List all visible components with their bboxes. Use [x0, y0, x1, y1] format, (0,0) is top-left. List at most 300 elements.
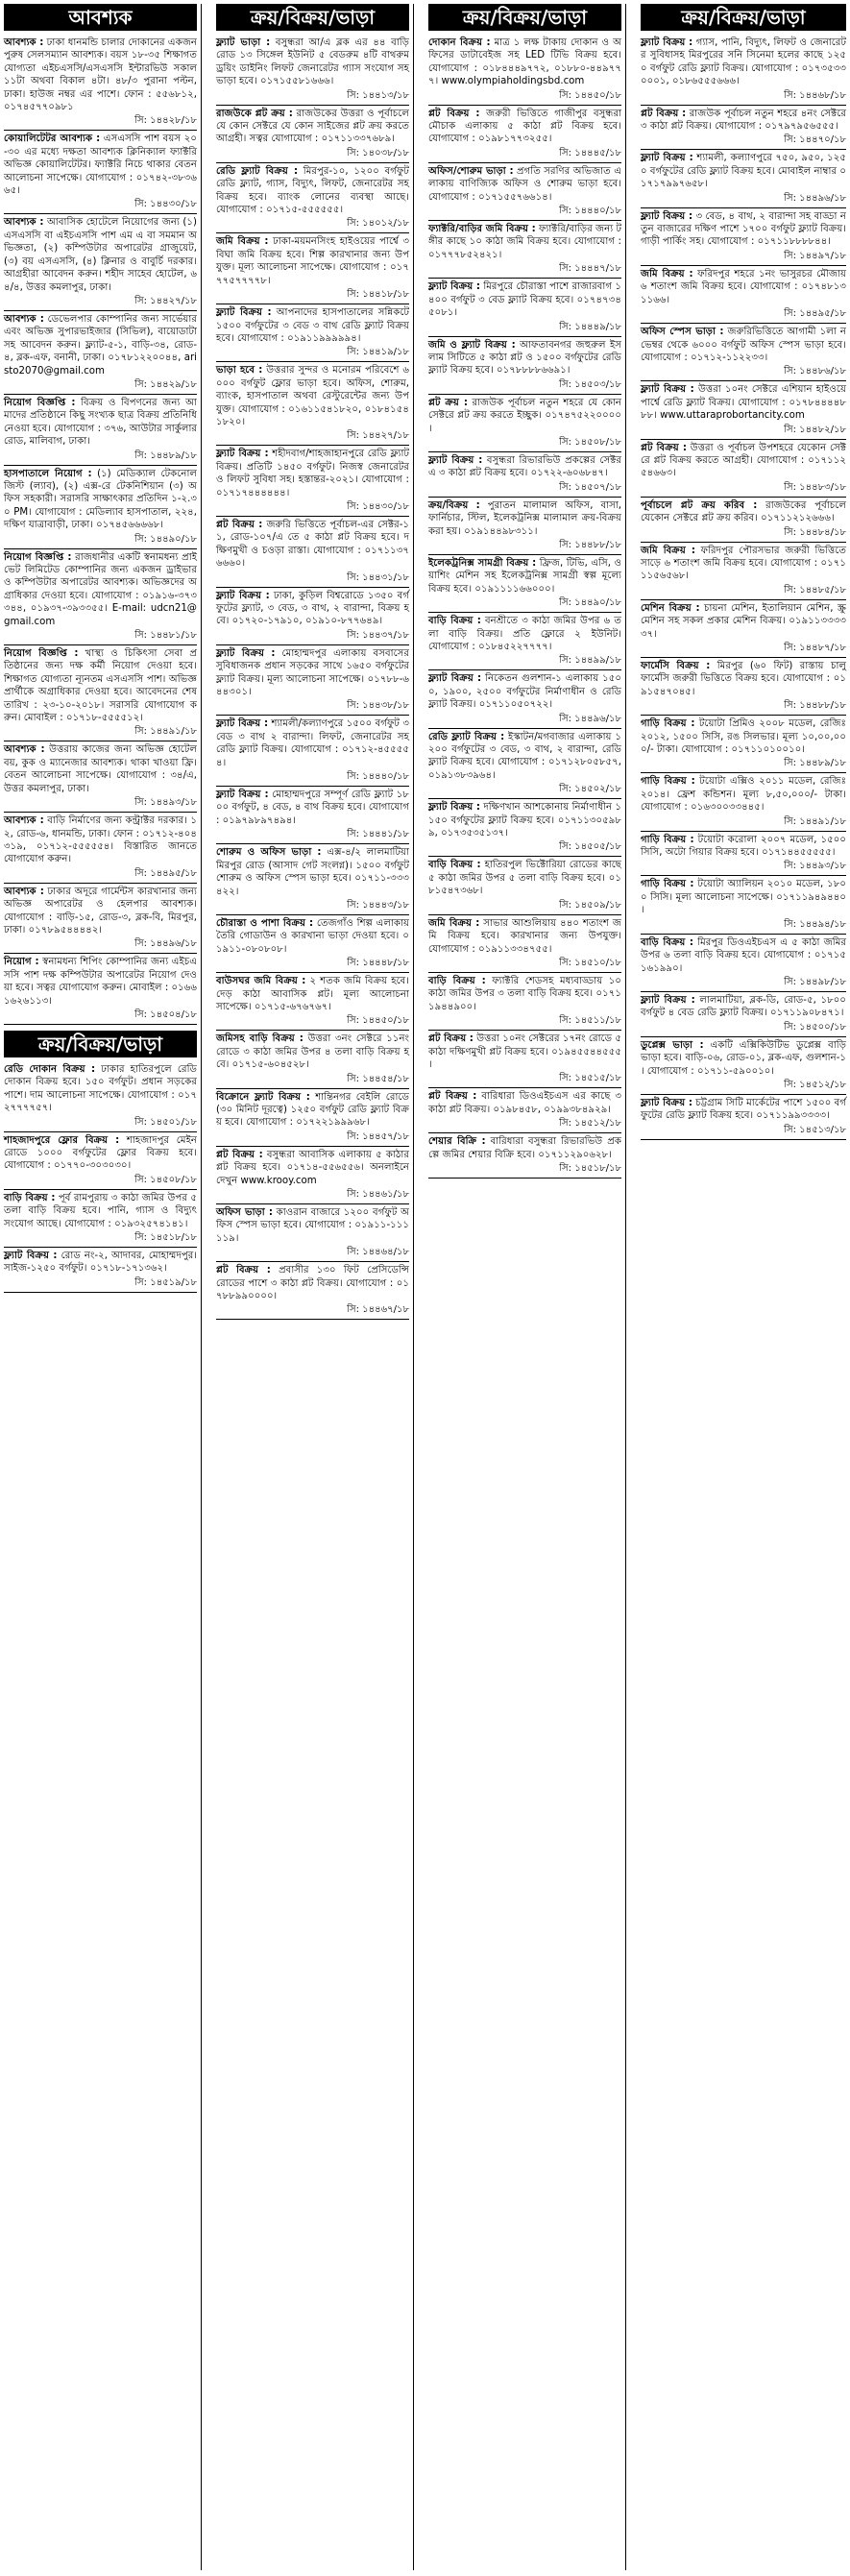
ad-reference-code: সি: ১৪৫০২/১৮	[559, 784, 621, 795]
ad-title: বাড়ি বিক্রয় :	[428, 616, 481, 627]
classified-ad	[641, 716, 846, 757]
ad-title: পূর্বাচলে প্লট ক্রয় করিব :	[641, 499, 758, 511]
ad-title: আবশ্যক :	[4, 37, 44, 48]
ad-divider	[428, 1178, 621, 1179]
ad-title: রেডি ফ্ল্যাট বিক্রয় :	[216, 165, 299, 177]
ad-body: উত্তরার সুন্দর ও মনোরম পরিবেশে ৬০০০ বর্গফুট ফ্লোর ভাড়া হবে। অফিস, শোরুম, ব্যাংক, হাসপাতাল অথবা রেস্টুরেন্টের জন্য উপযুক্ত। যোগাযোগ : ০১৬১১৫৪১৮২০, ০১৮৪১৫৪১৮২০।	[216, 365, 409, 427]
ad-body: মোহাম্মদপুর এলাকায় বসবাসের সুবিধাজনক প্রধান সড়কের সাথে ১৬৫০ বর্গফুটের ফ্ল্যাট বিক্রয়। মূল্য আলোচনা সাপেক্ষে। ০১৭৮৮-৬৪৪৩০১।	[216, 647, 410, 698]
ad-body: আফতাবনগর জহুরুল ইসলাম সিটিতে ৫ কাঠা প্লট ও ১৫০০ বর্গফুটের রেডি ফ্ল্যাট বিক্রয় হবে। ০১৭৮৮৮৮৬৬৯১।	[428, 339, 621, 377]
ad-title: প্লট বিক্রয় :	[428, 1091, 477, 1103]
classified-ad	[641, 992, 846, 1021]
classified-ad	[641, 1037, 846, 1079]
ad-reference-code: সি: ১৪৪৩৮/১৮	[347, 700, 409, 712]
ad-reference-code: সি: ১৪৪৮৩/১৮	[784, 481, 846, 493]
ad-body: শ্যামলী, কল্যাণপুরে ৭৫০, ৯৫০, ১২৫০ বর্গফুটের রেডি ফ্ল্যাট বিক্রয় হবে। মোবাইল নাম্বার ০১৭১৭৯৯৭৬৫৮।	[641, 153, 846, 190]
ad-body: বসুন্ধরা আ/এ ব্লক এর ৪৪ বাড়ি রোড ১৩ সিঙ্গেল ইউনিট ৫ বেডরুম ৪টি বাথরুম ড্রয়িং ডাইনিং লিফট জেনারেটর গ্যাস সংযোগ সহ ভাড়া হবে। ০১৭১৫৫৮১৬৬৬।	[216, 37, 409, 87]
ad-reference-code: সি: ১৪৪৯৩/১৮	[134, 797, 197, 809]
ad-title: ফ্ল্যাট বিক্রয় :	[641, 1097, 692, 1108]
ad-body: জরুরি ভিত্তিতে পূর্বাচল-এর সেক্টর-১১, রোড-১০৭/এ তে ৫ কাঠা প্লট বিক্রয় হবে। দক্ষিণমুখী ও চওড়া রাস্তা। যোগাযোগ : ০১৭১১৩৭৬৬৬০।	[216, 519, 410, 570]
ad-reference-code: সি: ১৪৪৪০/১৮	[347, 771, 409, 783]
ad-reference-code: সি: ১৪৪৯৮/১৮	[784, 976, 846, 987]
ad-body: পূর্ব রামপুরায় ৩ কাঠা জমির উপর ৫ তলা বাড়ি বিক্রয় হবে। পানি, গ্যাস ও বিদ্যুৎ সংযোগ আছে। যোগাযোগ : ০১৯৩২৫৭৪১৪১।	[4, 1192, 197, 1229]
ad-reference-code: সি: ১৪৫০০/১৮	[784, 1021, 846, 1033]
ad-body: কাওরান বাজারে ১২০০ বর্গফুট অফিস স্পেস ভাড়া হবে। যোগাযোগ : ০১৯১১-১১১১১৯।	[216, 1207, 409, 1244]
ad-title: শাহজাদপুরে ফ্লোর বিক্রয় :	[4, 1134, 120, 1146]
ad-body: নিকেতন গুলশান-১ এলাকায় ১৫০০, ১৯০০, ২৫০০ বর্গফুটের নির্মাণাধীন ও রেডি ফ্ল্যাট বিক্রয়। ০১৭১১০৫০৭২২।	[428, 673, 622, 711]
ad-reference-code: সি: ১৪৪৬৪/১৮	[347, 1247, 409, 1258]
ad-reference-code: সি: ১৪৪৮৪/১৮	[784, 526, 846, 538]
classified-ad	[641, 1095, 846, 1124]
classified-ad	[428, 729, 621, 784]
ad-body: বিক্রয় ও বিপণনের জন্য আমাদের প্রতিষ্ঠানে কিছু সংখ্যক ছাত্র বিক্রয় প্রতিনিধি নেওয়া হবে। যোগাযোগ : ৩৭৬, আউটার সার্কুলার রোড, মালিবাগ, ঢাকা।	[4, 397, 197, 448]
ad-reference-code: সি: ১৪০৩৮/১৮	[347, 147, 409, 158]
ad-reference-code: সি: ১৪৫১২/১৮	[784, 1079, 846, 1090]
ad-title: বাড়ি বিক্রয় :	[428, 975, 486, 986]
classified-ad	[428, 799, 621, 840]
ad-reference-code: সি: ১৪৪৮৯/১৮	[784, 758, 846, 769]
ad-reference-code: সি: ১৪৪৭০/১৮	[784, 134, 846, 146]
ad-body: পুরাতন মালামাল অফিস, বাসা, ফার্নিচার, স্টিল, ইলেকট্রনিক্স মালামাল ক্রয়-বিক্রয় করা হয়। ০১৯১৪৪৯৮৩১১।	[428, 499, 622, 537]
ad-title: বিক্রোনে ফ্ল্যাট বিক্রয় :	[216, 1091, 310, 1103]
ad-title: নিয়োগ বিজ্ঞপ্তি :	[4, 648, 79, 660]
classified-ad	[216, 233, 409, 288]
ad-body: উত্তরা ১০নং সেক্টরে এশিয়ান হাইওয়ে পার্শ্বে রেডি ফ্ল্যাট বিক্রয়। যোগাযোগ : ০১৭৮৪৪৪৪৮৮৮। www.uttaraprobortancity.com	[641, 384, 846, 422]
ad-reference-code: সি: ১৪৫১৮/১৮	[559, 1162, 621, 1174]
ad-reference-code: সি: ১৪৪১৯/১৮	[347, 347, 409, 358]
ad-title: অফিস স্পেস ভাড়া :	[641, 327, 724, 338]
ad-body: শাহজাদপুর মেইন রোডে ১০০০ বর্গফুটের ফ্লোর বিক্রয় হবে। যোগাযোগ : ০১৭৭০-৩০৩০৩০।	[4, 1134, 197, 1172]
classified-ad	[641, 440, 846, 481]
ad-title: প্লট বিক্রয় :	[641, 108, 687, 119]
classified-ad	[428, 555, 621, 596]
classified-ad	[641, 381, 846, 423]
ad-reference-code: সি: ১৪৪৬৮/১৮	[784, 89, 846, 101]
ad-body: মিরপুর (৬০ ফিট) রাস্তায় চালু ফার্মেসি জরুরী ভিত্তিতে বিক্রয় হবে। যোগাযোগ : ০১৯১৫৪৭০৪৫।	[641, 661, 846, 697]
ad-body: রাজধানীর একটি স্বনামধন্য প্রাইভেট লিমিটেড কোম্পানির জন্য একজন ড্রাইভার ও কম্পিউটার অপারেটর আবশ্যক। অভিজ্ঞদের অগ্রাধিকার দেওয়া হবে। যোগাযোগ : ০১৯১৬-৩৭৩৩৪৪, ০১৯৩৭-৩৯৩৩৫৫। E-mail: udcn21@gmail.com	[4, 551, 197, 627]
classified-ad	[641, 935, 846, 976]
ad-title: ফ্ল্যাট ভাড়া :	[216, 37, 271, 48]
ad-title: বাউসঘর জমি বিক্রয় :	[216, 976, 306, 987]
classified-ad	[641, 324, 846, 365]
ad-title: আবশ্যক :	[4, 886, 44, 897]
ad-title: প্লট বিক্রয় :	[216, 1265, 271, 1276]
classified-ad	[4, 131, 197, 198]
classified-ad	[4, 214, 197, 294]
classified-ad	[428, 1088, 621, 1117]
ad-reference-code: সি: ১৪৪৪৫/১৮	[559, 147, 621, 158]
ad-reference-code: সি: ১৪৪৮৭/১৮	[784, 643, 846, 653]
ad-body: সাভার আশুলিয়ায় ৪৪০ শতাংশ জমি বিক্রয় হবে। কারখানার জন্য উপযুক্ত। যোগাযোগ : ০১৯১১৩৩৪৭৫৫।	[428, 917, 621, 955]
ad-title: ফ্ল্যাট বিক্রয় :	[641, 210, 693, 222]
ad-title: ফ্ল্যাট বিক্রয় :	[428, 281, 480, 293]
classified-ad	[4, 813, 197, 867]
ad-body: (১) মেডিক্যাল টেকনোলজিস্ট (ল্যাব), (২) এক্স-রে টেকনিশিয়ান (৩) অফিস সহকারী। সরাসরি সাক্ষাৎকার প্রতিদিন ১-২.৩০ PM। যোগাযোগ : মেডিল্যাব হাসপাতাল, ২২৪, দক্ষিণ যাত্রাবাড়ী, ঢাকা। ০১৭৪৫৬৬৬৬৮।	[4, 468, 197, 531]
ad-body: ৩ বেড, ৪ বাথ, ২ বারান্দা সহ বাড্ডা নতুন বাজারের দক্ষিণ পাশে ১৭০০ বর্গফুট ফ্ল্যাট বিক্রয়। গাড়ী পার্কিং সহ। যোগাযোগ : ০১৭১১৮৮৮৮৪৪।	[641, 210, 846, 248]
classified-ad	[4, 884, 197, 938]
ad-body: দক্ষিণখান আশকোনায় নির্মাণাধীন ১১৫০ বর্গফুটের ফ্ল্যাট বিক্রয় হবে। ০১৭১১৩০৫৯৮৯, ০১৭৩৫৩৫১৩৭।	[428, 802, 621, 839]
classified-ad	[216, 588, 409, 629]
ad-title: ফ্ল্যাট বিক্রয় :	[641, 153, 693, 164]
ad-body: ঢাকার অদূরে গার্মেন্টস কারখানার জন্য অভিজ্ঞ অপারেটর ও হেলপার আবশ্যক। যোগাযোগ : বাড়ি-১৫, রোড-৩, ব্লক-বি, মিরপুর, ঢাকা। ০১৭৮৯৫৪৪৪৪২।	[4, 886, 197, 936]
classified-ad	[4, 35, 197, 114]
classified-ad	[428, 221, 621, 262]
ad-reference-code: সি: ১৪৪৯৫/১৮	[134, 867, 197, 879]
classified-ad	[641, 498, 846, 526]
ad-title: জমি বিক্রয় :	[641, 268, 693, 279]
ad-body: ২ শতক জমি বিক্রয় হবে। দেড় কাঠা আবাসিক প্লট। মূল্য আলোচনা সাপেক্ষে। ০১৭১৫-৬৭৬৭৬৭।	[216, 976, 409, 1012]
ad-reference-code: সি: ১৪৫০৩/১৮	[559, 378, 621, 390]
classified-ad	[428, 279, 621, 320]
ad-title: ইলেকট্রনিক্স সামগ্রী বিক্রয় :	[428, 557, 537, 569]
ad-reference-code: সি: ১৪৫০৭/১৮	[559, 481, 621, 493]
ad-title: ফ্ল্যাট বিক্রয় :	[216, 718, 269, 730]
ad-reference-code: সি: ১৪৪৪৭/১৮	[559, 263, 621, 275]
ad-body: বসুন্ধরা আবাসিক এলাকায় ৫ কাঠার প্লট বিক্রয় হবে। ০১৭১৪-৫৫৬৫৫৬। অনলাইনে দেখুন www.krooy.com	[216, 1149, 409, 1186]
ad-title: ফ্ল্যাট বিক্রয় :	[641, 994, 695, 1006]
ad-title: জমি বিক্রয় :	[641, 545, 695, 556]
classified-ad	[641, 543, 846, 584]
ad-title: আবশ্যক :	[4, 815, 44, 827]
classified-ad	[216, 1204, 409, 1246]
classified-ad	[428, 452, 621, 481]
ad-title: দোকান বিক্রয় :	[428, 37, 491, 48]
ad-reference-code: সি: ১৪৪৯৬/১৮	[559, 713, 621, 724]
ad-reference-code: সি: ১৪৪৮৮/১৮	[784, 700, 846, 712]
ad-body: প্রবাসীর ১৩০ ফিট প্রেসিডেন্সি রোডের পাশে ৩ কাঠা প্লট বিক্রয়। যোগাযোগ : ০১৭৮৮৯৯০০০০।	[216, 1265, 409, 1302]
ad-body: রাজউকের পূর্বাচলে যেকোন সেক্টরে প্লট ক্রয় করিব। ০১৭১১২১২৬৬৬।	[641, 499, 846, 524]
ad-body: চায়না মেশিন, ইতালিয়ান মেশিন, স্ক্রু মেশিন সহ সকল প্রকার মেশিন বিক্রয়। ০১৯১১৩৩৩৩৩৭।	[641, 602, 846, 640]
classified-ad	[428, 1031, 621, 1072]
ad-body: মিরপুরে চৌরাস্তা পাশে রাজারবাগ ১৪০০ বর্গফুট ৩ বেড ফ্ল্যাট বিক্রয় হবে। ০১৭৪৭৩৪৫০৮১।	[428, 281, 621, 319]
ad-title: ফ্ল্যাট বিক্রয় :	[216, 449, 269, 460]
ad-body: শ্যামলী/কল্যাণপুরে ১৫০০ বর্গফুট ৩ বেড ৩ বাথ ২ বারান্দা। লিফট, জেনারেটর সহ রেডি ফ্ল্যাট বিক্রয়। যোগাযোগ : ০১৭১২-৪৫৫৫৫৪।	[216, 718, 409, 768]
ad-body: ঢাকা, কুড়িল বিশ্বরোডে ১৩৫০ বর্গফুটের ফ্ল্যাট, ৩ বেড, ৩ বাথ, ২ বারান্দা, বিক্রয় হবে। ০১৭২০-১৭৯১০, ০১৯১০-৮৭৭৬৪৯।	[216, 590, 409, 627]
classified-ad	[428, 395, 621, 436]
classified-ad	[641, 658, 846, 699]
ad-reference-code: সি: ১৪৪৮৬/১৮	[784, 366, 846, 377]
ad-body: প্রগতি সরণির অভিজাত এলাকায় বাণিজ্যিক অফিস ও শোরুম ভাড়া হবে। যোগাযোগ : ০১৭১৫৫৭৬৬১৪।	[428, 165, 621, 203]
classified-ad	[428, 1133, 621, 1162]
ad-reference-code: সি: ১৪৫০১/১৮	[134, 1116, 197, 1128]
ad-title: ফ্ল্যাট বিক্রয় :	[216, 647, 276, 659]
ad-reference-code: সি: ১৪৫০৫/১৮	[559, 841, 621, 853]
ad-title: কোয়ালিটেটর আবশ্যক :	[4, 134, 101, 145]
ad-title: অফিস/শোরুম ভাড়া :	[428, 165, 514, 177]
ad-title: ফ্ল্যাট বিক্রয় :	[216, 790, 269, 801]
ad-body: মাত্র ১ লক্ষ টাকায় দোকান ও অফিসের ডাটাবেইজ সহ LED টিভি বিক্রয় হবে। যোগাযোগ : ০১৮৪৪৪৯৭৭২, ০১৮৮০-৪৪৯৭৭৭। www.olympiaholdingsbd.com	[428, 37, 621, 87]
ad-reference-code: সি: ১৪৪৪৩/১৮	[347, 899, 409, 911]
ad-title: ফ্ল্যাট বিক্রয় :	[428, 802, 480, 814]
ad-reference-code: সি: ১৪৪১৮/১৮	[347, 289, 409, 301]
ad-body: উত্তরা ও পূর্বাচল উপশহরে যেকোন সেক্টরে প্লট বিক্রয় করতে আগ্রহী। যোগাযোগ : ০১৭১১২৫৪৬৬৩।	[641, 442, 846, 479]
column-2	[212, 4, 414, 2570]
ad-title: বাড়ি বিক্রয় :	[4, 1192, 56, 1203]
ad-body: ঢাকা-ময়মনসিংহ হাইওয়ের পার্শ্বে ৩ বিঘা জমি বিক্রয় হবে। শিল্প কারখানার জন্য উপযুক্ত। মূল্য আলোচনা সাপেক্ষে। যোগাযোগ : ০১৭৭৭৫৭৭৭৭৮।	[216, 236, 409, 286]
classified-ad	[216, 35, 409, 89]
column-4	[637, 4, 850, 2570]
classified-ad	[428, 613, 621, 654]
ad-reference-code: সি: ১৪৪৯৬/১৮	[784, 192, 846, 204]
ad-body: রোড নং-২, আদাবর, মোহাম্মদপুর। সাইজ-১২৫০ বর্গফুট। ০১৭১৮-১৭১৩৬২।	[4, 1251, 197, 1275]
ad-title: রেডি ফ্ল্যাট বিক্রয় :	[428, 731, 505, 742]
ad-body: শহীদবাগ/শাহজাহানপুরে রেডি ফ্ল্যাট বিক্রয়। প্রতিটি ১৪৫০ বর্গফুট। নিজস্ব জেনারেটর ও লিফট সুবিধা সহ। হস্তান্তর-২০২১। যোগাযোগ : ০১৭১৭৪৪৪৪৪৪।	[216, 449, 409, 498]
ad-title: নিয়োগ বিজ্ঞপ্তি :	[4, 551, 72, 563]
classified-ad	[641, 600, 846, 642]
section-heading: ক্রয়/বিক্রয়/ভাড়া	[428, 4, 621, 31]
ad-title: অফিস ভাড়া :	[216, 1207, 273, 1218]
classified-ad	[641, 35, 846, 89]
ad-title: গাড়ি বিক্রয় :	[641, 879, 694, 890]
ad-reference-code: সি: ১৪৪৪৮/১৮	[347, 958, 409, 969]
ad-reference-code: সি: ১৪৪৯০/১৮	[559, 597, 621, 609]
ad-body: রাজউকের উত্তরা ও পূর্বাচলে যে কোন সেক্টরে যে কোন সাইজের প্লট ক্রয় করতে আগ্রহী। সত্বর যোগাযোগ : ০১৭১১৩৩৭৬৮৯।	[216, 108, 409, 145]
ad-body: শান্তিনগর বেইলি রোডে (৩০ মিনিট দূরত্বে) ১২৫০ বর্গফুট রেডি ফ্ল্যাট বিক্রয় হবে। যোগাযোগ : ০১৭২২১৯৯৯৬৮।	[216, 1091, 409, 1129]
classified-ad	[428, 35, 621, 89]
ad-body: ফরিদপুর শহরে ১নং ভাসুরচর মৌজায় ৬ শতাংশ জমি বিক্রয় হবে। যোগাযোগ : ০১৭৪৮১৩১১৬৬।	[641, 268, 846, 305]
ad-body: বাড়ি নির্মাণের জন্য কন্ট্রাক্টর দরকার। ১২, রোড-৬, ধানমন্ডি, ঢাকা। ফোন : ০১৭১২-৪০৪৩১৯, ০১৭১২-৫৫৫৫৫৪। বিস্তারিত জানতে যোগাযোগ করুন।	[4, 815, 197, 865]
ad-title: বাড়ি বিক্রয় :	[428, 860, 481, 871]
ad-reference-code: সি: ১৪৪১৩/১৮	[347, 89, 409, 101]
section-heading: ক্রয়/বিক্রয়/ভাড়া	[4, 1031, 197, 1057]
ad-title: ফ্ল্যাট বিক্রয় :	[641, 384, 694, 396]
ad-reference-code: সি: ১৪৪৯১/১৮	[784, 815, 846, 827]
ad-title: প্লট ক্রয় :	[428, 397, 468, 408]
ad-body: ফরিদপুর পৌরসভার জরুরী ভিত্তিতে সাড়ে ৬ শতাংশ জমি বিক্রয় হবে। যোগাযোগ : ০১৭১১১৫৬৫৬৮।	[641, 545, 846, 582]
classified-ad	[428, 857, 621, 898]
classified-ad	[216, 362, 409, 429]
ad-body: রাজউক পূর্বাচল নতুন শহরে ৪নং সেক্টরে ৩ কাঠা প্লট বিক্রয়। যোগাযোগ : ০১৭৯৭৯৫৬৫৫৫।	[641, 108, 846, 133]
ad-title: জমি বিক্রয় :	[216, 236, 269, 248]
classified-ad	[428, 337, 621, 378]
ad-reference-code: সি: ১৪৫০৯/১৮	[559, 899, 621, 911]
classified-ad	[428, 670, 621, 712]
classified-ad	[4, 311, 197, 378]
classified-ad	[216, 1147, 409, 1188]
section-heading: ক্রয়/বিক্রয়/ভাড়া	[641, 4, 846, 31]
ad-title: গাড়ি বিক্রয় :	[641, 718, 695, 730]
ad-body: ঢাকার হাতিরপুলে রেডি দোকান বিক্রয় হবে। ১৫০ বর্গফুট। প্রধান সড়কের পাশে। দাম আলোচনা সাপেক্ষে। যোগাযোগ : ০১৭২৭৭৭৭৫৭।	[4, 1063, 197, 1114]
classified-ad	[428, 915, 621, 957]
column-3	[425, 4, 626, 2570]
ad-reference-code: সি: ১৪৪৫৭/১৮	[347, 1130, 409, 1142]
ad-body: উত্তরা ৩নং সেক্টরে ১১নং রোডে ৩ কাঠা জমির উপর ৪ তলা বাড়ি বিক্রয় হবে। ০১৭১৫-৬০৪৫২৮।	[216, 1033, 409, 1071]
classified-ad	[641, 106, 846, 134]
ad-body: টয়োটা অ্যালিয়ন ২০১০ মডেল, ১৮০০ সিসি। মূল্য আলোচনা সাপেক্ষে। ০১৭১১৯৪৯৪৪০।	[641, 879, 846, 916]
ad-title: ফ্ল্যাট বিক্রয় :	[216, 590, 270, 601]
classified-ad	[216, 915, 409, 957]
classified-ad	[216, 304, 409, 346]
classified-ad	[216, 446, 409, 500]
ad-reference-code: সি: ১৪৫১৯/১৮	[134, 1276, 197, 1288]
ad-title: আবশ্যক :	[4, 217, 44, 229]
ad-reference-code: সি: ১৪৪২৮/১৮	[134, 115, 197, 127]
ad-reference-code: সি: ১৪৪২৭/১৮	[134, 295, 197, 306]
section-heading: আবশ্যক	[4, 4, 197, 31]
ad-reference-code: সি: ১৪৫১৩/১৮	[784, 1124, 846, 1135]
ad-reference-code: সি: ১৪৪৬১/১৮	[347, 1189, 409, 1200]
ad-title: নিয়োগ বিজ্ঞপ্তি :	[4, 397, 76, 408]
classified-ad	[641, 150, 846, 191]
ad-reference-code: সি: ১৪৫০৪/১৮	[134, 1009, 197, 1020]
ad-reference-code: সি: ১৪৪৫০/১৮	[559, 89, 621, 101]
classified-ad	[216, 1262, 409, 1303]
ad-reference-code: সি: ১৪৪৩০/১৮	[347, 500, 409, 512]
ad-body: টয়োটা এক্সিও ২০১১ মডেল, রেজিঃ ২০১৪। ফ্রেশ কন্ডিশন। মূল্য ৮,৫০,০০০/- টাকা। যোগাযোগ : ০১৬৩০০৩৩৪৪৫।	[641, 776, 847, 814]
ad-title: প্লট বিক্রয় :	[428, 1033, 474, 1045]
ad-title: প্লট বিক্রয় :	[216, 1149, 263, 1160]
ad-title: মেশিন বিক্রয় :	[641, 602, 700, 614]
classified-ad	[216, 716, 409, 770]
ad-title: হাসপাতালে নিয়োগ :	[4, 468, 92, 479]
ad-title: জমি বিক্রয় :	[428, 917, 480, 929]
ad-title: গাড়ি বিক্রয় :	[641, 776, 695, 788]
ad-body: আপনাদের হাসপাতালের সন্নিকটে ১৫০০ বর্গফুটের ৩ বেড ৩ বাথ রেডি ফ্ল্যাট বিক্রয় হবে। যোগাযোগ : ০১৯১১৯৯৯৯৯৪।	[216, 307, 409, 344]
ad-reference-code: সি: ১৪৪৮৯/১৮	[134, 450, 197, 461]
ad-body: লালমাটিয়া, ব্লক-ডি, রোড-৫, ১৮০০ বর্গফুট ৪ বেড রেডি ফ্ল্যাট বিক্রয়। ০১৭১১৯০৮৪৭১।	[641, 994, 846, 1019]
ad-title: ক্রয়/বিক্রয় :	[428, 499, 480, 511]
ad-body: খাস্থ্য ও চিকিৎসা সেবা প্রতিষ্ঠানের জন্য দক্ষ কর্মী নিয়োগ দেওয়া হবে। শিক্ষাগত যোগ্যতা ন্যূনতম এসএসসি পাশ। অভিজ্ঞ প্রার্থীকে অগ্রাধিকার দেওয়া হবে। আবেদনের শেষ তারিখ : ২৩-১০-২০১৮। সরাসরি যোগাযোগ করুন। মোবাইল : ০১৭১৮-৫৫৫৫১২।	[4, 648, 198, 724]
classified-ad	[641, 773, 846, 814]
ad-body: স্বনামধন্য শিপিং কোম্পানির জন্য এইচএসসি পাশ দক্ষ কম্পিউটার অপারেটর নিয়োগ দেওয়া হবে। সত্বর যোগাযোগ করুন। মোবাইল : ০১৬৬১৬২৬১১৩।	[4, 957, 197, 1007]
classified-ad	[428, 973, 621, 1014]
ad-body: এক্স-৪/২ লালমাটিয়া মিরপুর রোড (আসাদ গেট সংলগ্ন)। ১৫০০ বর্গফুট শোরুম ও অফিস স্পেস ভাড়া হবে। ০১৭১১-৩৩৩৪২২।	[216, 847, 409, 897]
ad-body: বারিধারা বসুন্ধরা রিভারভিউ প্রকল্পে জমির শেয়ার বিক্রি হবে। ০১৭১১২৯০৬২৮।	[428, 1136, 621, 1160]
ad-body: টয়োটা প্রিমিও ২০০৮ মডেল, রেজিঃ ২০১২, ১৫০০ সিসি, রঙ সিলভার। মূল্য ১০,০০,০০০/- টাকা। যোগাযোগ : ০১৭১১০১০০১০।	[641, 718, 846, 756]
classified-ad	[216, 844, 409, 899]
ad-reference-code: সি: ১৪৫১০/১৮	[559, 957, 621, 968]
ad-reference-code: সি: ১৪৪৮৮/১৮	[559, 539, 621, 550]
classified-ad	[641, 832, 846, 861]
ad-title: শোরুম ও অফিস ভাড়া :	[216, 847, 322, 859]
ad-body: মোহাম্মদপুরে সম্পূর্ণ রেডি ফ্ল্যাট ১৮০০ বর্গফুট, ৪ বেড, ৪ বাথ বিক্রয় হবে। যোগাযোগ : ০১৯৭৯৮৯৭৪৯৪।	[216, 790, 409, 826]
ad-reference-code: সি: ১৪৪৯৭/১৮	[784, 250, 846, 261]
ad-title: ডুপ্লেক্স ভাড়া :	[641, 1039, 704, 1051]
classified-ad	[4, 741, 197, 796]
ad-body: ডেভেলপার কোম্পানির জন্য সার্ভেয়ার এবং অভিজ্ঞ সুপারভাইজার (সিভিল), বায়োডাটা সহ আবেদন করুন। ফ্ল্যাট-৫-১, বাড়ি-৩৪, রোড-৪, ব্লক-এফ, বনানী, ঢাকা। ০১৭৮১২২০০৪৪, aristo2070@gmail.com	[4, 313, 197, 377]
ad-body: বারিধারা ডিওএইচএস এর কাছে ৩ কাঠা প্লট বিক্রয়। ০১৯৮৪৫৮, ০১৯৯৩৮৪৯২৯।	[428, 1091, 621, 1115]
classified-ad	[4, 466, 197, 533]
ad-title: রেডি দোকান বিক্রয় :	[4, 1063, 96, 1075]
ad-reference-code: সি: ১৪৪৯৫/১৮	[784, 308, 846, 320]
ad-body: উত্তরায় কাজের জন্য অভিজ্ঞ হোটেল বয়, কুক ও ম্যানেজার আবশ্যক। থাকা খাওয়া ফ্রি। বেতন আলোচনা সাপেক্ষে। যোগাযোগ : ৩৪/এ, উত্তর কমলাপুর, ঢাকা।	[4, 744, 197, 794]
classified-ad	[216, 1089, 409, 1130]
ad-title: বাড়ি বিক্রয় :	[641, 936, 694, 948]
classified-ad	[216, 1031, 409, 1072]
ad-title: আবশ্যক :	[4, 744, 45, 756]
ad-title: ফ্ল্যাট বিক্রয় :	[216, 307, 272, 319]
ad-title: নিয়োগ :	[4, 957, 39, 968]
ad-reference-code: সি: ১৪৫১২/১৮	[559, 1118, 621, 1130]
ad-title: প্লট বিক্রয় :	[428, 108, 480, 119]
classified-ad	[641, 876, 846, 917]
ad-reference-code: সি: ১৪৪৫০/১৮	[347, 1015, 409, 1027]
ad-body: আবাসিক হোটেলে নিয়োগের জন্য (১) এসএসসি বা এইচএসসি পাশ এম এ বা সমমান অভিজ্ঞতা, (২) কম্পিউটার অপারেটর গ্রাজুয়েট, (৩) বয় এসএসসি, (৪) ক্লিনার ও বাবুর্চি দরকার। আগ্রহীরা আবেদন করুন। শহীদ সাহেব হোটেল, ৬৪/৪, উত্তর কমলাপুর, ঢাকা।	[4, 217, 197, 293]
ad-reference-code: সি: ১৪৪৮১/১৮	[134, 630, 197, 642]
ad-reference-code: সি: ১৪৫০৮/১৮	[134, 1174, 197, 1185]
ad-body: গ্যাস, পানি, বিদ্যুৎ, লিফট ও জেনারেটর সুবিধাসহ মিরপুরের সনি সিনেমা হলের কাছে ১২৫০ বর্গফুট রেডি ফ্ল্যাট বিক্রয়। যোগাযোগ : ০১৭৩৫৩৩০০০১, ০১৮৬৫৫৫৬৬৬।	[641, 37, 846, 87]
ad-reference-code: সি: ১৪৪৪৯/১৮	[559, 321, 621, 332]
classified-ad	[428, 106, 621, 147]
ad-title: ভাড়া হবে :	[216, 365, 263, 377]
ad-reference-code: সি: ১৪৫১৮/১৮	[134, 1232, 197, 1244]
ad-body: একটি এক্সিকিউটিভ ডুপ্লেক্স বাড়ি ভাড়া হবে। বাড়ি-০৬, রোড-০১, ব্লক-এফ, গুলশান-১। যোগাযোগ : ০১৭১১-৫৯০০১০।	[641, 1039, 846, 1077]
ad-title: জমি ও ফ্ল্যাট বিক্রয় :	[428, 339, 516, 351]
ad-body: মিরপুর-১০, ১২০০ বর্গফুট রেডি ফ্ল্যাট, গ্যাস, বিদ্যুৎ, লিফট, জেনারেটর সহ বিক্রয় হবে। ব্যাংক লোনের ব্যবস্থা আছে। যোগাযোগ : ০১৭১৫-৫৫৫৫৫৫।	[216, 165, 409, 216]
ad-body: হাতিরপুল ভিক্টোরিয়া রোডের কাছে ৫ কাঠা জমির উপর ৫ তলা বাড়ি বিক্রয় হবে। ০১৮১৫৪৭৩৬৮।	[428, 860, 621, 897]
classified-ad	[428, 498, 621, 539]
ad-title: আবশ্যক :	[4, 313, 44, 325]
classified-ad	[4, 1132, 197, 1174]
ad-reference-code: সি: ১৪৫১৫/১৮	[559, 1073, 621, 1084]
ad-reference-code: সি: ১৪৪২৭/১৮	[347, 430, 409, 442]
classified-ad	[428, 163, 621, 205]
ad-title: জমিসহ বাড়ি বিক্রয় :	[216, 1033, 304, 1045]
ad-body: টয়োটা করোলা ২০০৭ মডেল, ১৫০০ সিসি, অটো গিয়ার বিক্রয় হবে। ০১৭১৪৪৫৫৫৫৫।	[641, 834, 846, 859]
ad-reference-code: সি: ১৪৪৮২/১৮	[784, 424, 846, 435]
ad-reference-code: সি: ১৪০১২/১৮	[347, 218, 409, 230]
ad-divider	[216, 1319, 409, 1320]
ad-body: উত্তরা ১০নং সেক্টরের ১৭নং রোডে ৫ কাঠা দক্ষিণমুখী প্লট বিক্রয় হবে। ০১৯৪৫৫৪৪৫৫৫।	[428, 1033, 622, 1070]
classified-ad	[4, 645, 197, 725]
classified-ad	[641, 266, 846, 307]
ad-title: গাড়ি বিক্রয় :	[641, 834, 694, 845]
ad-title: ফার্মেসি বিক্রয় :	[641, 661, 711, 671]
ad-reference-code: সি: ১৪৪৫৪/১৮	[347, 1073, 409, 1084]
ad-reference-code: সি: ১৪৪৩৭/১৮	[347, 629, 409, 641]
classified-ad	[216, 517, 409, 571]
classified-ad	[641, 208, 846, 250]
classified-ad	[216, 106, 409, 147]
ad-reference-code: সি: ১৪৫১১/১৮	[559, 1015, 621, 1027]
ad-reference-code: সি: ১৪৪৮৫/১৮	[784, 584, 846, 595]
ad-body: জরুরী ভিত্তিতে গাজীপুর বসুন্ধরা মৌচাক এলাকায় ৫ কাঠা প্লট বিক্রয় হবে। যোগাযোগ : ০১৯৮১৭৭৩২৫৫।	[428, 108, 621, 145]
ad-reference-code: সি: ১৪৪৩০/১৮	[134, 199, 197, 210]
classified-ad	[216, 787, 409, 828]
classified-ad	[4, 954, 197, 1009]
ad-divider	[641, 1139, 846, 1140]
ad-title: ফ্ল্যাট বিক্রয় :	[428, 673, 482, 685]
classified-ad	[216, 645, 409, 700]
ad-title: রাজউকে প্লট ক্রয় :	[216, 108, 293, 119]
ad-reference-code: সি: ১৪৪৯০/১৮	[134, 533, 197, 545]
ad-reference-code: সি: ১৪৪৯৪/১৮	[784, 918, 846, 930]
ad-body: জরুরিভিত্তিতে আগামী ১লা নভেম্বর থেকে ৬০০০ বর্গফুট অফিস স্পেস ভাড়া হবে। যোগাযোগ : ০১৭১২-১১২২৩৩।	[641, 327, 846, 363]
ad-reference-code: সি: ১৪৪৯১/১৮	[134, 726, 197, 738]
ad-body: ঢাকা ধানমন্ডি চালার দোকানের একজন পুরুষ সেলসম্যান আবশ্যক। বয়স ১৮-৩৫ শিক্ষাগত যোগ্যতা এইচএসসি/এসএসসি ইন্টারভিউ সকাল ১১টা অথবা বিকাল ৪টা। ৪৮/৩ পুরানা পল্টন, ঢাকা। হাউজ নম্বর এর পাশে। ফোন : ৫৫৬৮১২, ০১৭৪৫৭৭০৯৮১	[4, 37, 197, 113]
ad-body: চট্টগ্রাম সিটি মার্কেটের পাশে ১৫০০ বর্গফুটের রেডি ফ্ল্যাট বিক্রয় হবে। ০১৭১১৯৯৩৩৩৩।	[641, 1097, 846, 1122]
classified-ad	[216, 973, 409, 1014]
classified-ad	[4, 1248, 197, 1276]
ad-reference-code: সি: ১৪৫০৮/১৮	[559, 436, 621, 448]
classified-ad	[4, 1061, 197, 1116]
ad-body: ইস্কাটন/মগবাজার এলাকায় ১২০০ বর্গফুটের ৩ বেড, ৩ বাথ, ২ বারান্দা, রেডি ফ্ল্যাট বিক্রয় হবে। যোগাযোগ : ০১৭১২৮০৫৮৫৭, ০১৯১৩৮৩৯৬৪।	[428, 731, 621, 781]
ad-reference-code: সি: ১৪৪২৯/১৮	[134, 378, 197, 390]
ad-body: তেজগাঁও শিল্প এলাকায় তৈরি গোডাউন ও কারখানা ভাড়া দেওয়া হবে। ০১৯১১-০৮০৮০৮।	[216, 917, 409, 955]
ad-reference-code: সি: ১৪৪৯৩/১৮	[784, 861, 846, 872]
classified-ad	[4, 1190, 197, 1231]
ad-title: প্লট বিক্রয় :	[216, 519, 263, 530]
classified-ad	[4, 395, 197, 450]
ad-body: ফ্রিজ, টিভি, এসি, ওয়াশিং মেশিন সহ ইলেকট্রনিক্স সামগ্রী স্বল্প মূল্যে বিক্রয় হবে। ০১৯১১১১৬৬০০০।	[428, 557, 621, 595]
ad-title: প্লট বিক্রয় :	[641, 442, 687, 453]
ad-divider	[4, 1024, 197, 1025]
ad-reference-code: সি: ১৪৪৯৬/১৮	[134, 938, 197, 950]
classified-ad	[4, 549, 197, 629]
classified-ad	[216, 163, 409, 218]
ad-body: মিরপুর ডিওএইচএস এ ৫ কাঠা জমির উপর ৬ তলা বাড়ি বিক্রয় হবে। যোগাযোগ : ০১৭১৫১৬১৯৯০।	[641, 936, 846, 974]
ad-reference-code: সি: ১৪৪৪১/১৮	[347, 829, 409, 840]
ad-title: ফ্ল্যাট বিক্রয় :	[428, 454, 483, 466]
